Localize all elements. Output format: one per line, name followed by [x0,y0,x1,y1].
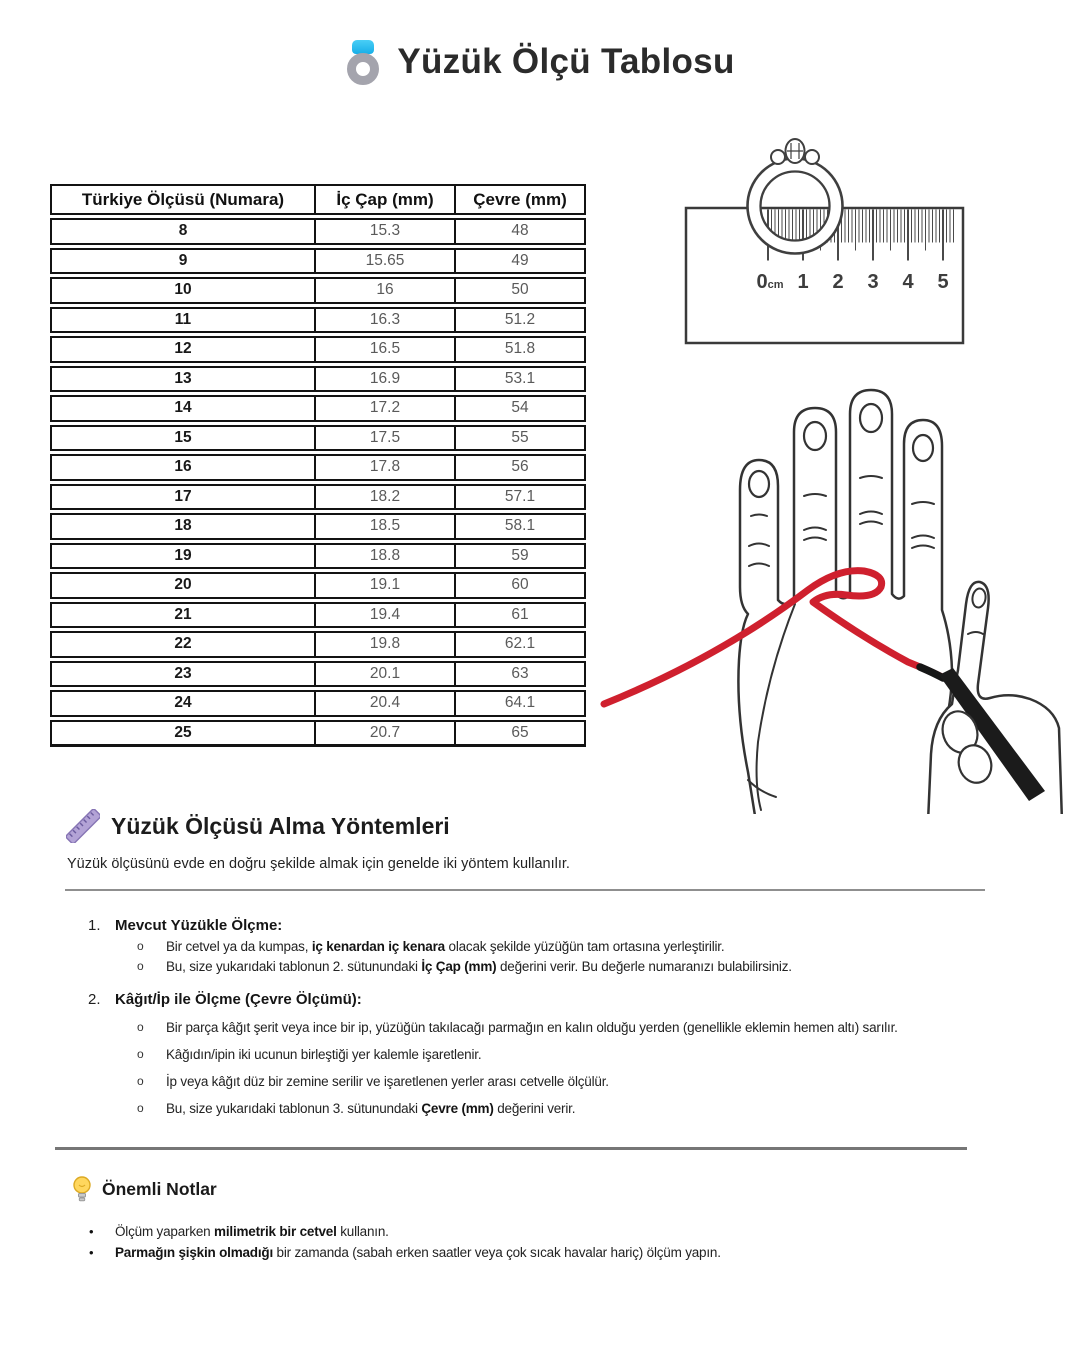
cell-circumference: 61 [456,602,586,629]
cell-size: 24 [50,690,316,717]
cell-diameter: 17.5 [316,425,456,452]
cell-size: 12 [50,336,316,363]
method-bullet [88,1101,1048,1116]
cell-circumference: 55 [456,425,586,452]
table-row [50,661,586,688]
cell-circumference: 53.1 [456,366,586,393]
col-header-diameter: İç Çap (mm) [316,184,456,215]
ring-size-table [50,181,586,750]
table-header-row [50,184,586,215]
bullet-text: Bu, size yukarıdaki tablonun 3. sütunundaki Çevre (mm) değerini verir. [166,1101,576,1116]
cell-size: 11 [50,307,316,334]
cell-circumference: 60 [456,572,586,599]
method-bullet [88,959,1048,974]
table-row [50,218,586,245]
ring-on-ruler-figure [683,136,968,356]
note-item [89,1245,1049,1260]
hand-outline [738,390,952,814]
cell-diameter: 20.4 [316,690,456,717]
bullet-marker: o [137,1101,144,1115]
cell-circumference: 49 [456,248,586,275]
cell-circumference: 62.1 [456,631,586,658]
cell-circumference: 54 [456,395,586,422]
cell-circumference: 59 [456,543,586,570]
method-bullet [88,1074,1048,1089]
cell-diameter: 17.8 [316,454,456,481]
method-item-head [88,991,1048,1008]
cell-circumference: 63 [456,661,586,688]
table-row [50,336,586,363]
bullet-marker: o [137,939,144,953]
cell-size: 23 [50,661,316,688]
cell-circumference: 57.1 [456,484,586,511]
col-header-size: Türkiye Ölçüsü (Numara) [50,184,316,215]
method-number: 1. [88,917,101,934]
method-bullet [88,939,1048,954]
table-row [50,572,586,599]
ruler-icon [66,809,100,843]
method-title: Mevcut Yüzükle Ölçme: [115,917,283,934]
note-item [89,1224,1049,1239]
cell-diameter: 17.2 [316,395,456,422]
cell-size: 16 [50,454,316,481]
note-text: Ölçüm yaparken milimetrik bir cetvel kullanın. [115,1224,389,1239]
table-row [50,484,586,511]
cell-size: 17 [50,484,316,511]
cell-diameter: 16.3 [316,307,456,334]
bullet-text: Bir parça kâğıt şerit veya ince bir ip, yüzüğün takılacağı parmağın en kalın olduğu yerden (genellikle eklemin hemen altı) sarılır. [166,1020,898,1035]
cell-circumference: 65 [456,720,586,748]
cell-diameter: 16 [316,277,456,304]
cell-diameter: 15.65 [316,248,456,275]
bullet-marker: • [89,1224,94,1239]
methods-intro: Yüzük ölçüsünü evde en doğru şekilde almak için genelde iki yöntem kullanılır. [67,856,570,872]
divider [65,889,985,891]
lightbulb-icon [72,1176,92,1203]
col-header-circumference: Çevre (mm) [456,184,586,215]
cell-circumference: 64.1 [456,690,586,717]
bullet-text: Kâğıdın/ipin iki ucunun birleştiği yer kalemle işaretlenir. [166,1047,482,1062]
table-row [50,248,586,275]
table-row [50,543,586,570]
bullet-marker: o [137,1047,144,1061]
bullet-marker: o [137,1020,144,1034]
table-row [50,395,586,422]
ring-gem-icon [352,40,374,54]
cell-diameter: 19.8 [316,631,456,658]
hand-graphic [598,372,1064,814]
cell-diameter: 18.5 [316,513,456,540]
cell-circumference: 48 [456,218,586,245]
table-row [50,307,586,334]
cell-circumference: 50 [456,277,586,304]
bullet-text: Bu, size yukarıdaki tablonun 2. sütunundaki İç Çap (mm) değerini verir. Bu değerle numaranızı bulabilirsiniz. [166,959,792,974]
method-bullet [88,1047,1048,1062]
svg-text:3: 3 [867,271,879,293]
method-title: Kâğıt/İp ile Ölçme (Çevre Ölçümü): [115,991,362,1008]
cell-size: 9 [50,248,316,275]
cell-circumference: 58.1 [456,513,586,540]
method-item-head [88,917,1048,934]
cell-size: 13 [50,366,316,393]
cell-circumference: 51.2 [456,307,586,334]
methods-heading: Yüzük Ölçüsü Alma Yöntemleri [111,812,450,839]
ring-band-icon [347,53,379,85]
hand-string-figure [598,372,1064,819]
notes-heading: Önemli Notlar [102,1179,217,1199]
table-row [50,720,586,748]
methods-list [88,917,1048,1133]
cell-size: 19 [50,543,316,570]
cell-diameter: 18.8 [316,543,456,570]
svg-text:4: 4 [902,271,914,293]
svg-text:5: 5 [937,271,949,293]
ring-icon [345,38,381,86]
cell-size: 8 [50,218,316,245]
svg-text:1: 1 [797,271,809,293]
notes-heading-row [72,1176,217,1203]
cell-circumference: 51.8 [456,336,586,363]
bullet-marker: • [89,1245,94,1260]
table-row [50,425,586,452]
table-row [50,277,586,304]
cell-size: 21 [50,602,316,629]
table-row [50,602,586,629]
method-bullet [88,1020,1048,1035]
table-row [50,513,586,540]
table-row [50,690,586,717]
cell-diameter: 16.9 [316,366,456,393]
table-row [50,454,586,481]
table-row [50,366,586,393]
bullet-marker: o [137,1074,144,1088]
cell-size: 18 [50,513,316,540]
method-item [88,991,1048,1116]
page-title: Yüzük Ölçü Tablosu [397,42,735,81]
bullet-marker: o [137,959,144,973]
table-row [50,631,586,658]
cell-diameter: 18.2 [316,484,456,511]
ring-ornament [771,139,819,164]
cell-size: 15 [50,425,316,452]
cell-diameter: 19.1 [316,572,456,599]
svg-text:0cm: 0cm [756,271,784,293]
method-item [88,917,1048,974]
cell-size: 25 [50,720,316,748]
methods-heading-row [66,809,450,843]
divider [55,1147,967,1150]
cell-size: 14 [50,395,316,422]
bullet-text: İp veya kâğıt düz bir zemine serilir ve işaretlenen yerler arası cetvelle ölçülür. [166,1074,609,1089]
cell-circumference: 56 [456,454,586,481]
cell-diameter: 15.3 [316,218,456,245]
cell-size: 20 [50,572,316,599]
cell-size: 22 [50,631,316,658]
notes-list [89,1218,1049,1260]
cell-diameter: 20.7 [316,720,456,748]
cell-diameter: 16.5 [316,336,456,363]
cell-size: 10 [50,277,316,304]
note-text: Parmağın şişkin olmadığı bir zamanda (sabah erken saatler veya çok sıcak havalar hariç) ölçüm yapın. [115,1245,721,1260]
ruler-graphic [683,136,968,351]
bullet-text: Bir cetvel ya da kumpas, iç kenardan iç kenara olacak şekilde yüzüğün tam ortasına yerleştirilir. [166,939,725,954]
method-number: 2. [88,991,101,1008]
document-header [0,38,1080,86]
cell-diameter: 19.4 [316,602,456,629]
cell-diameter: 20.1 [316,661,456,688]
svg-text:2: 2 [832,271,844,293]
